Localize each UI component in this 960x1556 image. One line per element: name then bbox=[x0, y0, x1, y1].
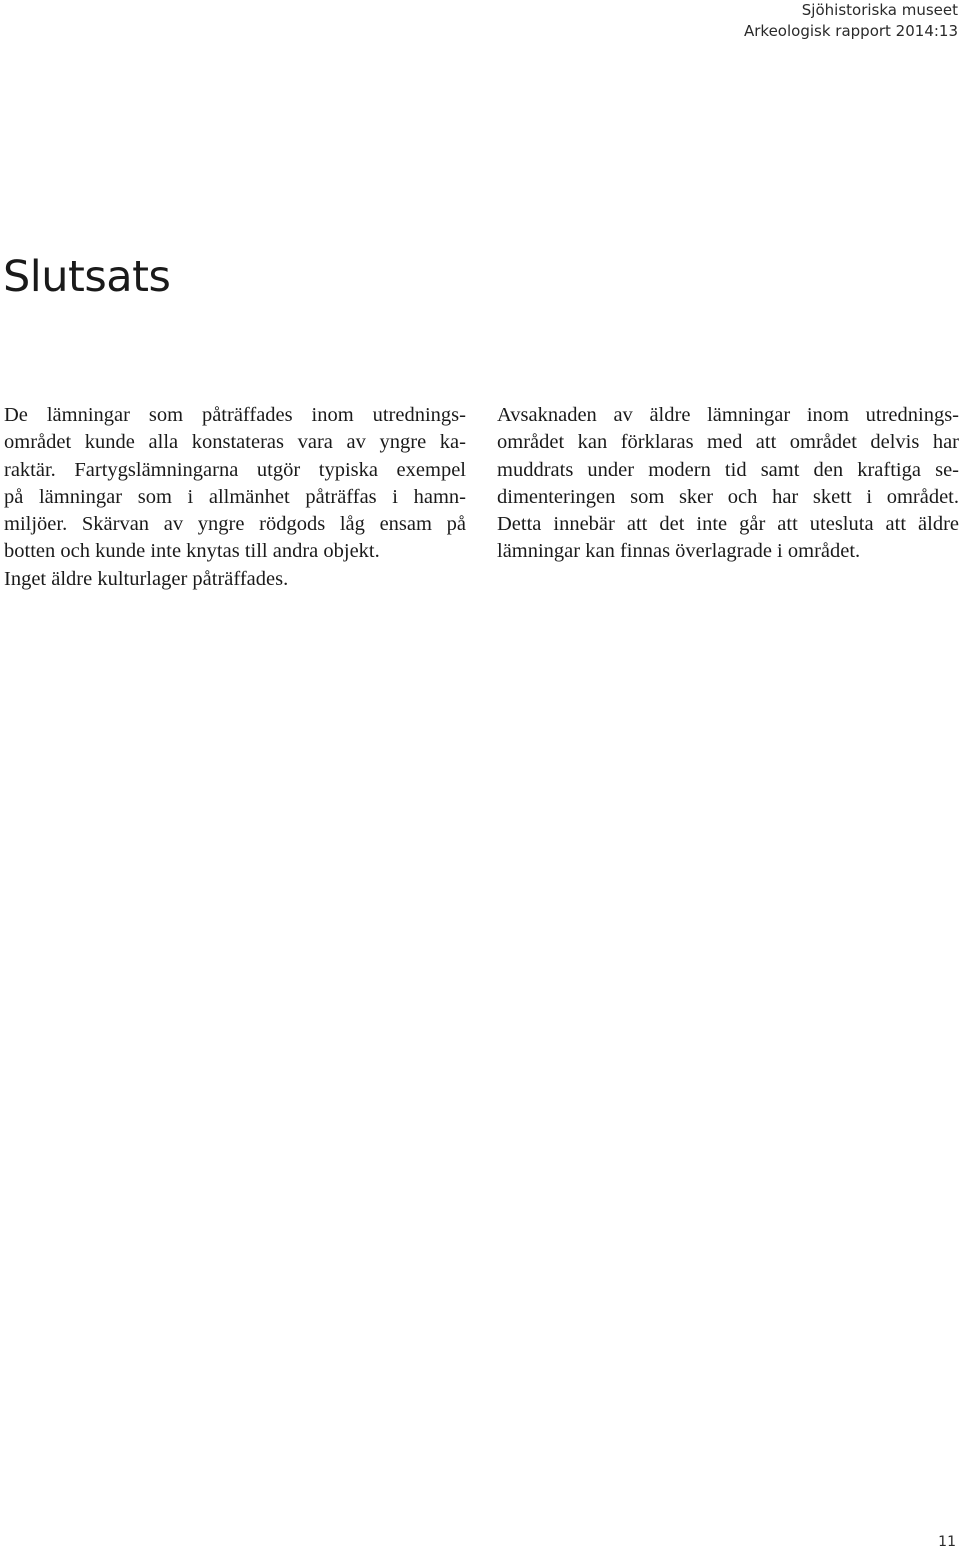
left-column-paragraph bbox=[4, 402, 466, 593]
paragraph-line: muddrats under modern tid samt den kraftiga se- bbox=[497, 458, 959, 481]
right-column-paragraph bbox=[497, 402, 959, 566]
page-number: 11 bbox=[938, 1534, 956, 1550]
header-publisher: Sjöhistoriska museet bbox=[801, 1, 958, 19]
paragraph-line: Avsaknaden av äldre lämningar inom utrednings- bbox=[497, 404, 959, 426]
paragraph-line: raktär. Fartygslämningarna utgör typiska exempel bbox=[4, 458, 466, 481]
paragraph-line: miljöer. Skärvan av yngre rödgods låg ensam på bbox=[4, 513, 466, 536]
running-header bbox=[744, 0, 958, 42]
paragraph-line: Inget äldre kulturlager påträffades. bbox=[4, 567, 289, 590]
paragraph-line: Detta innebär att det inte går att utesluta att äldre bbox=[497, 513, 959, 536]
paragraph-line: området kunde alla konstateras vara av yngre ka- bbox=[4, 431, 466, 454]
paragraph-line: dimenteringen som sker och har skett i området. bbox=[497, 485, 959, 508]
paragraph-line: området kan förklaras med att området delvis har bbox=[497, 431, 959, 454]
section-title: Slutsats bbox=[3, 252, 171, 302]
header-report-number: Arkeologisk rapport 2014:13 bbox=[744, 22, 958, 40]
paragraph-line: på lämningar som i allmänhet påträffas i hamn- bbox=[4, 485, 466, 508]
paragraph-line: botten och kunde inte knytas till andra objekt. bbox=[4, 540, 380, 563]
paragraph-line: lämningar kan finnas överlagrade i området. bbox=[497, 540, 861, 563]
paragraph-line: De lämningar som påträffades inom utrednings- bbox=[4, 404, 466, 426]
